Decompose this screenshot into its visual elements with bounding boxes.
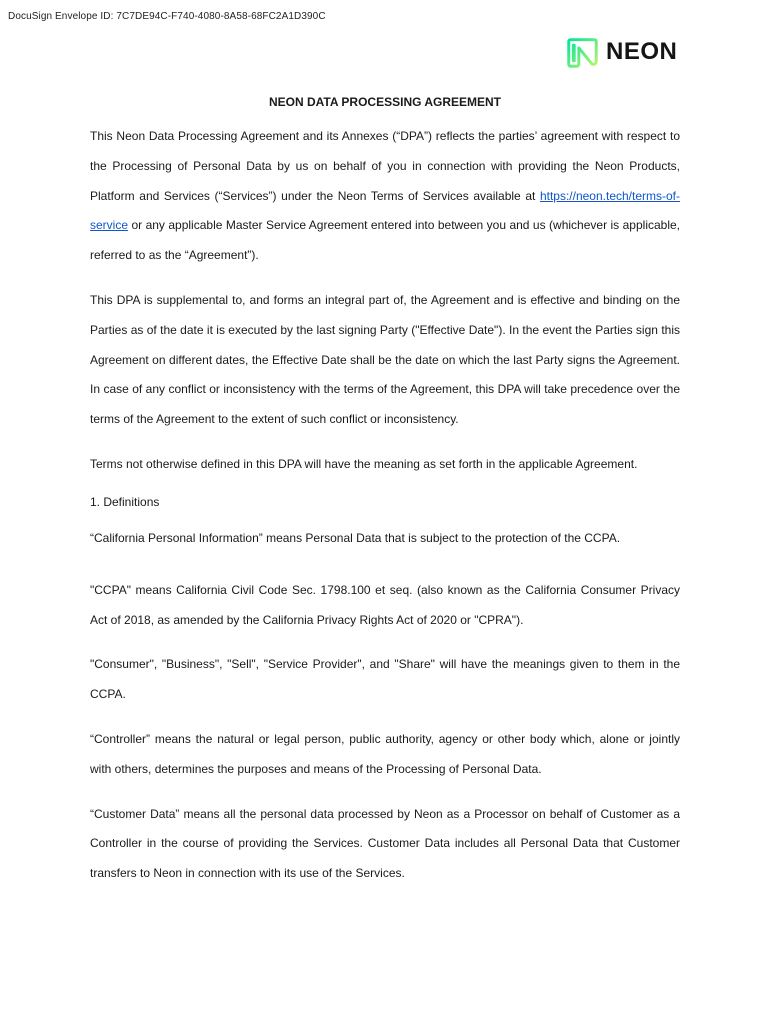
- supplemental-paragraph: This DPA is supplemental to, and forms an integral part of, the Agreement and is effective and binding on the Parties as of the date it is executed by the last signing Party ("Effective Date"). In the event the Parties sign this Agreement on different dates, the Effective Date shall be the date on which the last Party signs the Agreement. In case of any conflict or inconsistency with the terms of the Agreement, this DPA will take precedence over the terms of the Agreement to the extent of such conflict or inconsistency.: [90, 292, 680, 427]
- definitions-heading: 1. Definitions: [90, 494, 160, 509]
- neon-logo-wordmark: NEON: [606, 38, 678, 65]
- intro-paragraph: [90, 122, 680, 271]
- document-body: [90, 122, 680, 904]
- definition-customer-data: “Customer Data” means all the personal data processed by Neon as a Processor on behalf of Customer as a Controller in the course of providing the Services. Customer Data includes all Personal Data that Customer transfers to Neon in connection with its use of the Services.: [90, 806, 680, 881]
- terms-of-service-link[interactable]: https://neon.tech/terms-of-service: [90, 188, 680, 233]
- neon-logo: [566, 34, 677, 70]
- intro-text-after-link: or any applicable Master Service Agreement entered into between you and us (whichever is applicable, referred to as the “Agreement”).: [90, 218, 680, 263]
- neon-logo-mark-icon: [566, 36, 599, 69]
- definition-california-personal-information: “California Personal Information” means Personal Data that is subject to the protection of the CCPA.: [90, 530, 621, 545]
- terms-not-defined-paragraph: Terms not otherwise defined in this DPA will have the meaning as set forth in the applicable Agreement.: [90, 456, 638, 471]
- intro-text-before-link: This Neon Data Processing Agreement and its Annexes (“DPA”) reflects the parties’ agreement with respect to the Processing of Personal Data by us on behalf of you in connection with providing the Neon Products, Platform and Services (“Services”) under the Neon Terms of Services available at: [90, 129, 680, 203]
- definition-consumer-terms: "Consumer", "Business", "Sell", "Service Provider", and "Share" will have the meanings given to them in the CCPA.: [90, 657, 680, 702]
- docusign-envelope-id: DocuSign Envelope ID: 7C7DE94C-F740-4080-8A58-68FC2A1D390C: [8, 11, 326, 22]
- document-title: NEON DATA PROCESSING AGREEMENT: [268, 95, 501, 109]
- definition-controller: “Controller” means the natural or legal person, public authority, agency or other body which, alone or jointly with others, determines the purposes and means of the Processing of Personal Data.: [90, 731, 680, 776]
- definition-ccpa: "CCPA" means California Civil Code Sec. 1798.100 et seq. (also known as the California Consumer Privacy Act of 2018, as amended by the California Privacy Rights Act of 2020 or "CPRA").: [90, 582, 680, 627]
